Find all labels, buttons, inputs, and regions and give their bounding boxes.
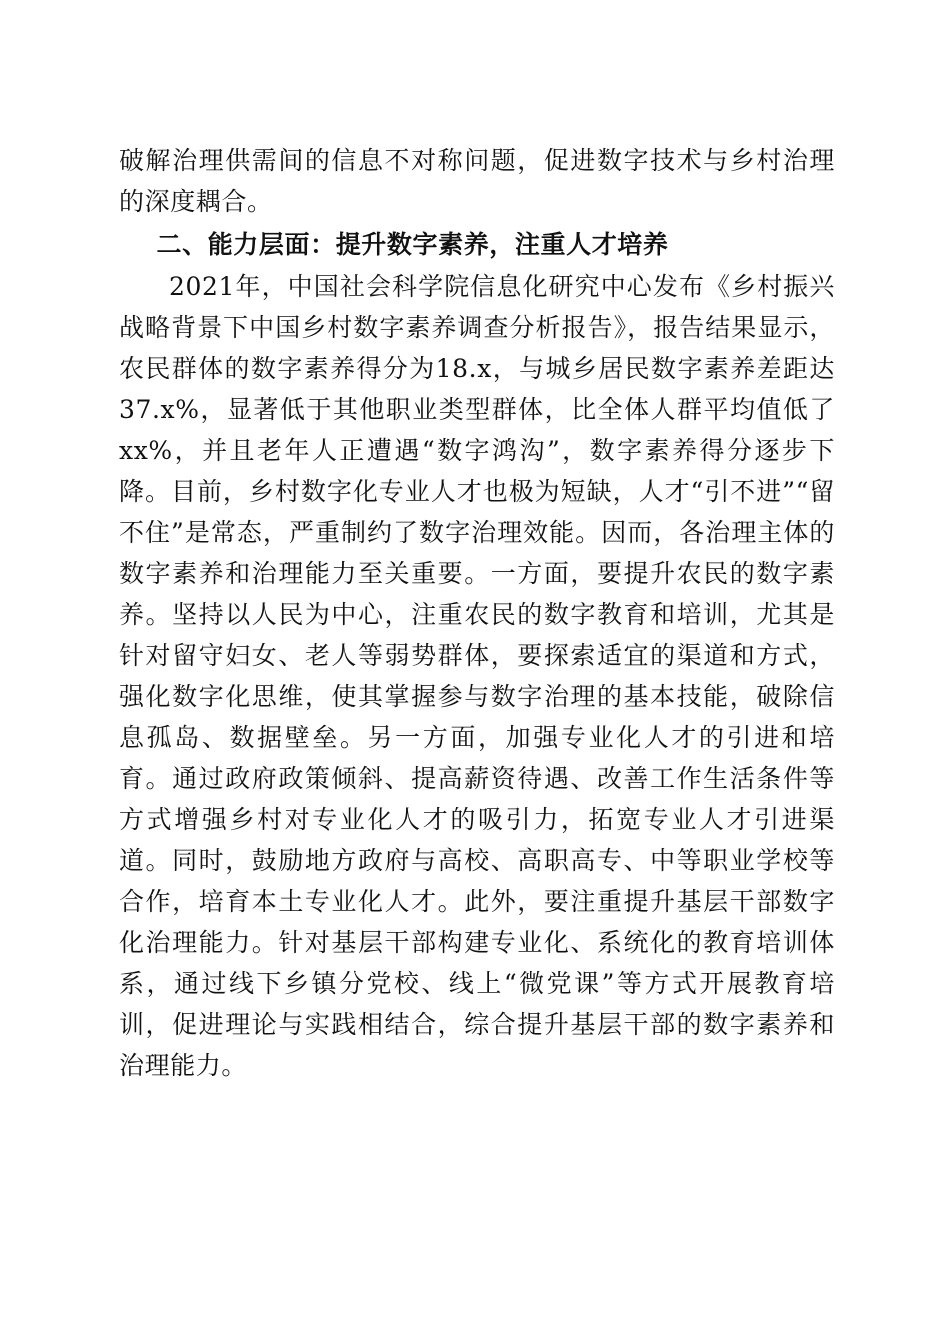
section-heading: 二、能力层面：提升数字素养，注重人才培养 — [156, 230, 669, 259]
body-paragraph: 2021年，中国社会科学院信息化研究中心发布《乡村振兴战略背景下中国乡村数字素养调查分析报告》，报告结果显示，农民群体的数字素养得分为18.x，与城乡居民数字素养差距达37.x%，显著低于其他职业类型群体，比全体人群平均值低了xx%，并且老年人正遭遇“数字鸿沟”，数字素养得分逐步下降。目前，乡村数字化专业人才也极为短缺，人才“引不进”“留不住”是常态，严重制约了数字治理效能。因而，各治理主体的数字素养和治理能力至关重要。一方面，要提升农民的数字素养。坚持以人民为中心，注重农民的数字教育和培训，尤其是针对留守妇女、老人等弱势群体，要探索适宜的渠道和方式，强化数字化思维，使其掌握参与数字治理的基本技能，破除信息孤岛、数据壁垒。另一方面，加强专业化人才的引进和培育。通过政府政策倾斜、提高薪资待遇、改善工作生活条件等方式增强乡村对专业化人才的吸引力，拓宽专业人才引进渠道。同时，鼓励地方政府与高校、高职高专、中等职业学校等合作，培育本土专业化人才。此外，要注重提升基层干部数字化治理能力。针对基层干部构建专业化、系统化的教育培训体系，通过线下乡镇分党校、线上“微党课”等方式开展教育培训，促进理论与实践相结合，综合提升基层干部的数字素养和治理能力。 — [119, 272, 835, 1080]
continued-paragraph: 破解治理供需间的信息不对称问题，促进数字技术与乡村治理的深度耦合。 — [119, 146, 835, 216]
document-body — [119, 140, 835, 1086]
